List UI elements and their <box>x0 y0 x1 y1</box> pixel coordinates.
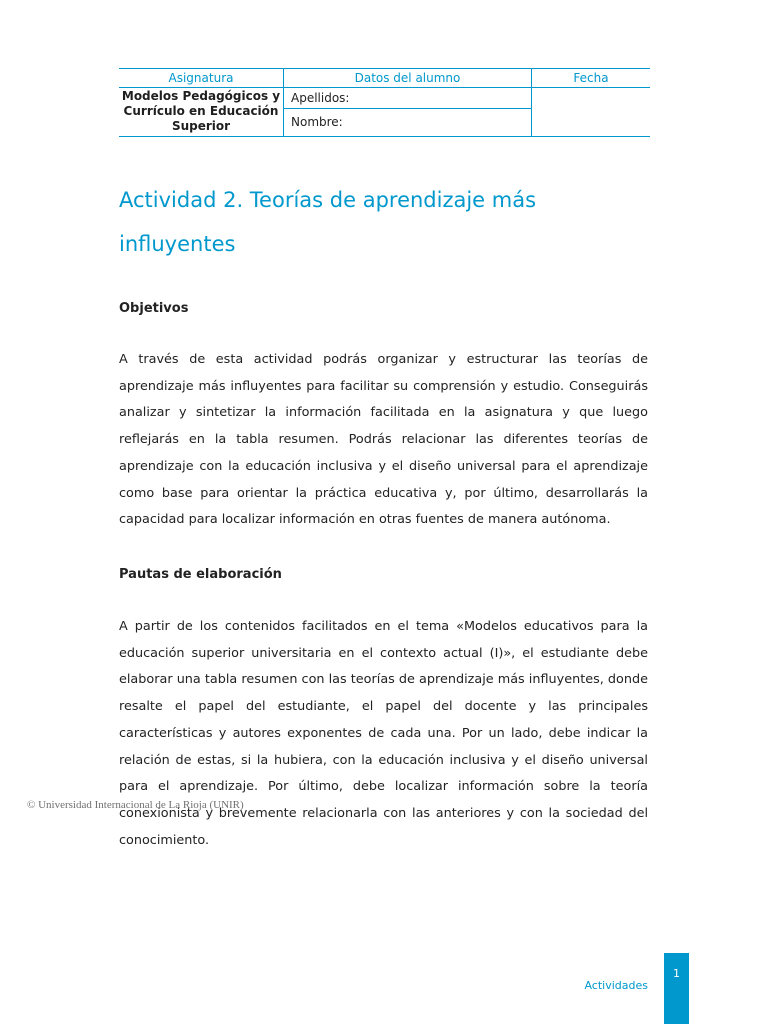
subject-line-3: Superior <box>171 119 231 133</box>
surname-field: Apellidos: <box>284 88 532 109</box>
name-field: Nombre: <box>284 109 532 137</box>
date-field <box>532 88 651 137</box>
objectives-paragraph: A través de esta actividad podrás organizar y estructurar las teorías de aprendizaje más influyentes para facilitar su comprensión y estudio. Conseguirás analizar y sintetizar la información facilitada en la asignatura y que luego reflejarás en la tabla resumen. Podrás relacionar las diferentes teorías de aprendizaje con la educación inclusiva y el diseño universal para el aprendizaje como base para orientar la práctica educativa y, por último, desarrollarás la capacidad para localizar información en otras fuentes de manera autónoma. <box>119 352 648 528</box>
page-number: 1 <box>673 967 680 980</box>
activity-title-line-2: influyentes <box>119 232 236 256</box>
header-table-row <box>119 88 650 109</box>
header-table <box>119 68 650 137</box>
header-col-date: Fecha <box>532 69 651 88</box>
subject-line-1: Modelos Pedagógicos y <box>121 89 281 103</box>
activity-title <box>119 178 659 266</box>
header-col-subject: Asignatura <box>119 69 284 88</box>
header-col-student: Datos del alumno <box>284 69 532 88</box>
activity-title-line-1: Actividad 2. Teorías de aprendizaje más <box>119 188 537 212</box>
objectives-heading: Objetivos <box>119 301 189 316</box>
subject-line-2: Currículo en Educación <box>123 104 279 118</box>
guidelines-heading: Pautas de elaboración <box>119 567 282 582</box>
header-table-head-row <box>119 69 650 88</box>
copyright-watermark: © Universidad Internacional de La Rioja (UNIR) <box>27 799 244 811</box>
footer-section-label: Actividades <box>584 979 648 992</box>
subject-name-cell <box>119 88 284 137</box>
guidelines-paragraph: A partir de los contenidos facilitados en el tema «Modelos educativos para la educación superior universitaria en el contexto actual (I)», el estudiante debe elaborar una tabla resumen con las teorías de aprendizaje más influyentes, donde resalte el papel del estudiante, el papel del docente y las principales características y autores exponentes de cada una. Por un lado, debe indicar la relación de estas, si la hubiera, con la educación inclusiva y el diseño universal para el aprendizaje. Por último, debe localizar información sobre la teoría conexionista y brevemente relacionarla con las anteriores y con la sociedad del conocimiento. <box>119 619 648 848</box>
page-number-tab <box>664 953 689 1024</box>
